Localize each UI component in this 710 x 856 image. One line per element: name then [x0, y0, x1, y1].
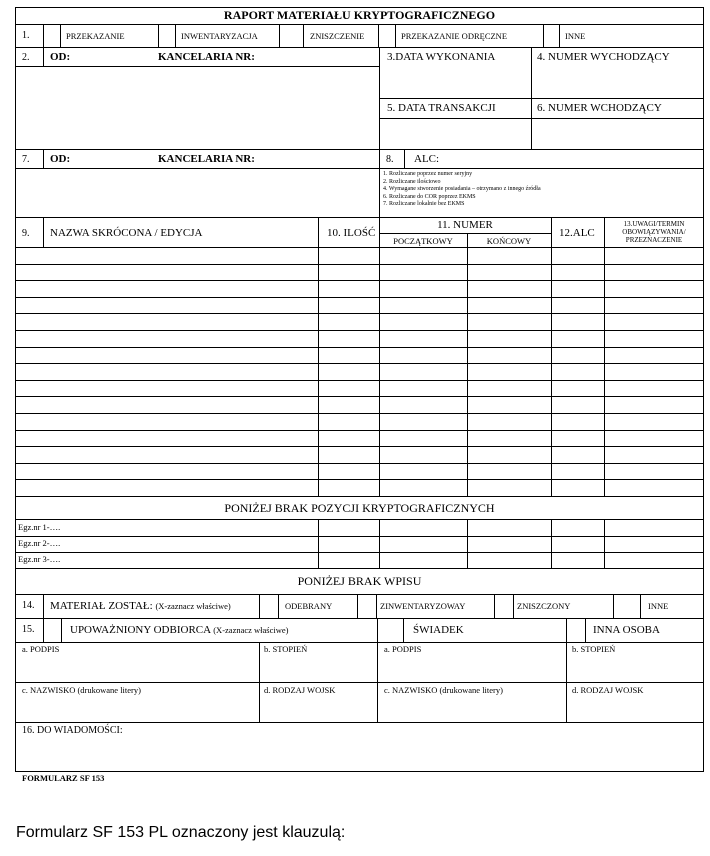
selection-hint: (X-zaznacz właściwe) — [213, 625, 289, 635]
copy-number: Egz.nr 2-…. — [18, 538, 61, 548]
execution-date-label: 3.DATA WYKONANIA — [387, 51, 496, 63]
material-status-label: MATERIAŁ ZOSTAŁ: (X-zaznacz właściwe) — [50, 600, 231, 612]
row-number: 15. — [22, 624, 35, 635]
table-row[interactable] — [16, 331, 703, 347]
copy-number: Egz.nr 3-…. — [18, 554, 61, 564]
classification-footer: Formularz SF 153 PL oznaczony jest klauzulą: — [16, 824, 346, 841]
authorized-recipient-label: UPOWAŻNIONY ODBIORCA (X-zaznacz właściwe) — [70, 624, 289, 636]
checkbox-inventory[interactable] — [159, 25, 174, 46]
table-row[interactable] — [16, 348, 703, 364]
office-number-label: KANCELARIA NR: — [158, 51, 255, 63]
incoming-number-field[interactable] — [532, 119, 703, 148]
table-row[interactable] — [16, 464, 703, 480]
from-address-field-2[interactable] — [16, 169, 378, 216]
table-row[interactable] — [16, 480, 703, 496]
option-destruction: ZNISZCZENIE — [310, 31, 365, 41]
military-branch-label: d. RODZAJ WOJSK — [264, 685, 336, 695]
option-other: INNE — [565, 31, 586, 41]
outgoing-number-label: 4. NUMER WYCHODZĄCY — [537, 51, 670, 63]
table-row[interactable] — [16, 265, 703, 281]
signature-label: a. PODPIS — [22, 644, 60, 654]
execution-date-field[interactable] — [380, 66, 530, 97]
form-id-label: FORMULARZ SF 153 — [22, 773, 105, 783]
table-row[interactable] — [16, 248, 703, 264]
row-number: 8. — [386, 154, 394, 165]
option-hand-transfer: PRZEKAZANIE ODRĘCZNE — [401, 31, 508, 41]
row-number: 9. — [22, 228, 30, 239]
checkbox-hand-transfer[interactable] — [379, 25, 394, 46]
recipient-signature-field[interactable] — [16, 655, 258, 681]
distribution-field[interactable] — [16, 738, 703, 770]
checkbox-received[interactable] — [260, 595, 277, 617]
alc-notes — [383, 171, 541, 209]
signature-label: a. PODPIS — [384, 644, 422, 654]
checkbox-destruction[interactable] — [280, 25, 302, 46]
row-number: 2. — [22, 52, 30, 63]
table-row[interactable] — [16, 281, 703, 297]
from-label: OD: — [50, 153, 71, 165]
checkbox-transfer[interactable] — [44, 25, 59, 46]
alc-label: ALC: — [414, 153, 440, 165]
number-column-header: 11. NUMER — [437, 219, 493, 231]
transaction-date-field[interactable] — [380, 119, 530, 148]
alc-note: 7. Rozliczane lokalnie bez EKMS — [383, 201, 465, 207]
option-other: INNE — [648, 601, 669, 611]
distribution-label: 16. DO WIADOMOŚCI: — [22, 725, 123, 736]
alc-field[interactable] — [450, 150, 703, 167]
row-number: 14. — [22, 600, 35, 611]
incoming-number-label: 6. NUMER WCHODZĄCY — [537, 102, 662, 114]
recipient-branch-field[interactable] — [260, 696, 376, 721]
witness-rank-field[interactable] — [567, 655, 703, 681]
office-number-label: KANCELARIA NR: — [158, 153, 255, 165]
checkbox-other[interactable] — [614, 595, 639, 617]
table-row[interactable] — [16, 314, 703, 330]
checkbox-recipient[interactable] — [44, 619, 60, 641]
checkbox-other-person[interactable] — [567, 619, 584, 641]
surname-label: c. NAZWISKO (drukowane litery) — [384, 685, 503, 695]
divider — [15, 47, 704, 48]
rank-label: b. STOPIEŃ — [572, 644, 616, 654]
selection-hint: (X-zaznacz właściwe) — [155, 601, 231, 611]
table-row[interactable] — [16, 431, 703, 447]
table-row[interactable] — [16, 364, 703, 380]
witness-label: ŚWIADEK — [413, 624, 464, 636]
checkbox-witness[interactable] — [378, 619, 402, 641]
table-row[interactable] — [16, 397, 703, 413]
other-person-label: INNA OSOBA — [593, 624, 660, 636]
no-entry-notice: PONIŻEJ BRAK WPISU — [297, 574, 422, 588]
option-transfer: PRZEKAZANIE — [66, 31, 125, 41]
option-inventoried: ZINWENTARYZOWAY — [380, 601, 466, 611]
option-received: ODEBRANY — [285, 601, 333, 611]
checkbox-inventoried[interactable] — [358, 595, 375, 617]
from-label: OD: — [50, 51, 71, 63]
rank-label: b. STOPIEŃ — [264, 644, 308, 654]
remarks-column-header: 13.UWAGI/TERMIN OBOWIĄZYWANIA/ PRZEZNACZENIE — [622, 220, 686, 244]
military-branch-label: d. RODZAJ WOJSK — [572, 685, 644, 695]
checkbox-other[interactable] — [544, 25, 558, 46]
witness-surname-field[interactable] — [378, 696, 565, 721]
table-row[interactable] — [16, 381, 703, 397]
end-column-header: KOŃCOWY — [486, 236, 532, 246]
checkbox-destroyed[interactable] — [495, 595, 512, 617]
table-row[interactable] — [16, 447, 703, 463]
quantity-column-header: 10. ILOŚĆ — [327, 227, 376, 239]
surname-label: c. NAZWISKO (drukowane litery) — [22, 685, 141, 695]
alc-note: 6. Rozliczane do COR poprzez EKMS — [383, 193, 476, 200]
table-row[interactable] — [16, 298, 703, 314]
witness-branch-field[interactable] — [567, 696, 703, 721]
start-column-header: POCZĄTKOWY — [393, 236, 453, 246]
no-crypto-items-notice: PONIŻEJ BRAK POZYCJI KRYPTOGRAFICZNYCH — [224, 501, 495, 515]
row-number: 1. — [22, 30, 30, 41]
recipient-rank-field[interactable] — [260, 655, 376, 681]
alc-column-header: 12.ALC — [559, 227, 595, 239]
alc-note: 4. Wymagane stworzenie posiadania – otrzymano z innego źródła — [383, 186, 541, 192]
table-row[interactable] — [16, 414, 703, 430]
row-number: 7. — [22, 154, 30, 165]
copy-number: Egz.nr 1-…. — [18, 522, 61, 532]
alc-note: 2. Rozliczane ilościowo — [383, 178, 441, 185]
transaction-date-label: 5. DATA TRANSAKCJI — [387, 102, 496, 114]
name-column-header: NAZWA SKRÓCONA / EDYCJA — [50, 227, 203, 239]
form-title: RAPORT MATERIAŁU KRYPTOGRAFICZNEGO — [223, 8, 496, 22]
option-destroyed: ZNISZCZONY — [517, 601, 571, 611]
outgoing-number-field[interactable] — [532, 66, 703, 97]
from-address-field[interactable] — [16, 67, 378, 148]
recipient-surname-field[interactable] — [16, 696, 258, 721]
divider — [15, 24, 704, 25]
option-inventory: INWENTARYZACJA — [181, 31, 258, 41]
witness-signature-field[interactable] — [378, 655, 565, 681]
alc-note: 1. Rozliczane poprzez numer seryjny — [383, 171, 473, 177]
